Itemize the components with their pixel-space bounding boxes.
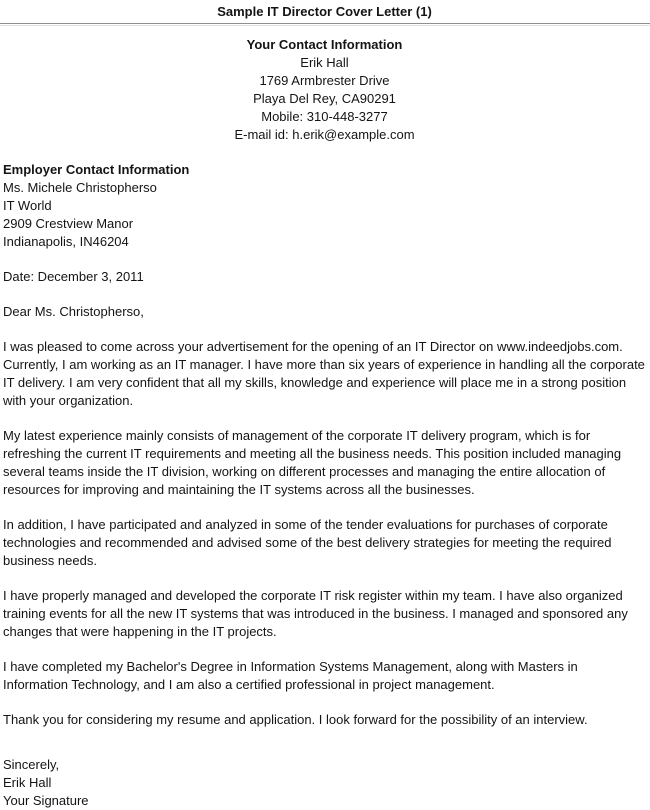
salutation: Dear Ms. Christopherso, xyxy=(3,304,144,319)
paragraph-intro: I was pleased to come across your advertisement for the opening of an IT Director on www.indeedjobs.com. Currently, I am working as an IT manager. I have more than six years of experience in handling all the corporate IT delivery. I am very confident that all my skills, knowledge and experience will place me in a strong position with your organization. xyxy=(3,339,645,408)
employer-contact-city: Indianapolis, IN46204 xyxy=(3,234,129,249)
paragraph-experience: My latest experience mainly consists of management of the corporate IT delivery program, which is for refreshing the current IT requirements and meeting all the business needs. This position included managing several teams inside the IT division, working on different processes and managing the entire allocation of resources for improving and maintaining the IT systems across all the businesses. xyxy=(3,428,622,497)
employer-contact-name: Ms. Michele Christopherso xyxy=(3,180,157,195)
your-contact-name: Erik Hall xyxy=(300,55,349,70)
employer-contact-heading: Employer Contact Information xyxy=(3,162,190,177)
your-contact-city: Playa Del Rey, CA90291 xyxy=(253,91,396,106)
closing-sincerely: Sincerely, xyxy=(3,757,60,772)
your-contact-email: E-mail id: h.erik@example.com xyxy=(234,127,415,142)
paragraph-tender-evaluations: In addition, I have participated and analyzed in some of the tender evaluations for purchases of corporate technologies and recommended and advised some of the best delivery strategies for meeting the required business needs. xyxy=(3,517,612,568)
closing-block xyxy=(3,756,646,810)
closing-name: Erik Hall xyxy=(3,775,52,790)
your-contact-street: 1769 Armbrester Drive xyxy=(259,73,390,88)
employer-contact-street: 2909 Crestview Manor xyxy=(3,216,134,231)
employer-contact-company: IT World xyxy=(3,198,52,213)
page-title: Sample IT Director Cover Letter (1) xyxy=(217,4,432,19)
your-contact-heading: Your Contact Information xyxy=(246,37,403,52)
your-contact-block xyxy=(3,36,646,144)
paragraph-risk-register: I have properly managed and developed the corporate IT risk register within my team. I have also organized training events for all the new IT systems that was introduced in the business. I managed and sponsored any changes that were happening in the IT projects. xyxy=(3,588,628,639)
paragraph-education: I have completed my Bachelor's Degree in Information Systems Management, along with Masters in Information Technology, and I am also a certified professional in project management. xyxy=(3,659,578,692)
closing-signature-label: Your Signature xyxy=(3,793,89,808)
paragraph-thanks: Thank you for considering my resume and application. I look forward for the possibility of an interview. xyxy=(3,712,588,727)
employer-contact-block xyxy=(3,161,646,251)
your-contact-mobile: Mobile: 310-448-3277 xyxy=(261,109,388,124)
divider xyxy=(0,23,650,26)
date-line: Date: December 3, 2011 xyxy=(3,269,144,284)
